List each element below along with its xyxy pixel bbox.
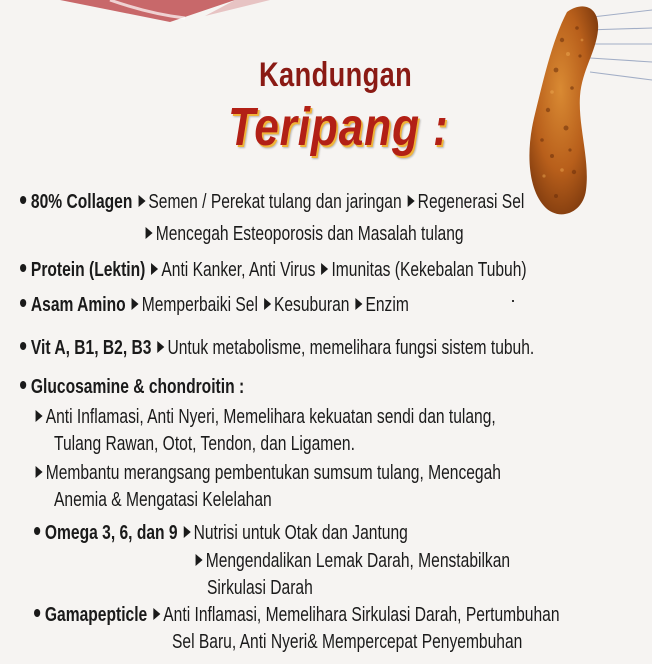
bullet-dot	[20, 342, 26, 350]
benefit: Mengendalikan Lemak Darah, Menstabilkan	[205, 550, 511, 572]
item-glucosamine	[20, 375, 244, 399]
bullet-dot	[34, 527, 40, 535]
benefit: Kesuburan	[273, 294, 350, 316]
item-glucosamine-benefit-2	[34, 461, 501, 485]
benefit: Imunitas (Kekebalan Tubuh)	[331, 259, 527, 281]
item-glucosamine-benefit-2-cont	[54, 488, 272, 512]
item-label: Gamapepticle	[44, 604, 148, 626]
bullet-dot	[20, 264, 26, 272]
bullet-dot	[20, 299, 26, 307]
arrow-right-icon	[196, 554, 203, 566]
item-protein	[20, 258, 527, 282]
item-glucosamine-benefit-1	[34, 405, 496, 429]
benefit: Anti Inflamasi, Anti Nyeri, Memelihara kekuatan sendi dan tulang,	[45, 406, 496, 428]
benefit: Untuk metabolisme, memelihara fungsi sistem tubuh.	[167, 337, 535, 359]
item-label: Protein (Lektin)	[30, 259, 146, 281]
item-omega-benefit-2-cont	[207, 576, 313, 600]
benefit: Sirkulasi Darah	[207, 577, 313, 599]
benefit: Enzim	[365, 294, 409, 316]
benefit: Membantu merangsang pembentukan sumsum tulang, Mencegah	[45, 462, 501, 484]
arrow-right-icon	[36, 466, 43, 478]
arrow-right-icon	[36, 410, 43, 422]
arrow-right-icon	[132, 298, 139, 310]
item-label: 80% Collagen	[30, 191, 133, 213]
arrow-right-icon	[153, 608, 160, 620]
arrow-right-icon	[355, 298, 362, 310]
arrow-right-icon	[157, 341, 164, 353]
item-label: Glucosamine & chondroitin :	[30, 376, 245, 398]
arrow-right-icon	[138, 195, 145, 207]
item-label: Vit A, B1, B2, B3	[30, 337, 152, 359]
bullet-dot	[34, 609, 40, 617]
item-glucosamine-benefit-1-cont	[54, 432, 355, 456]
arrow-right-icon	[321, 263, 328, 275]
bullet-dot	[20, 381, 26, 389]
title-line-1: Kandungan	[259, 56, 413, 94]
title-line-2: Teripang :	[228, 97, 449, 157]
item-omega	[34, 521, 408, 545]
item-asam-amino	[20, 293, 409, 317]
item-omega-benefit-2	[194, 549, 510, 573]
benefit: Regenerasi Sel	[417, 191, 525, 213]
arrow-right-icon	[183, 526, 190, 538]
item-label: Omega 3, 6, dan 9	[44, 522, 178, 544]
item-label: Asam Amino	[30, 294, 126, 316]
item-gamapepticle	[34, 603, 560, 627]
speck	[512, 300, 514, 302]
benefit: Nutrisi untuk Otak dan Jantung	[193, 522, 408, 544]
benefit: Semen / Perekat tulang dan jaringan	[148, 191, 402, 213]
item-gamapepticle-cont	[172, 630, 522, 654]
item-vitamins	[20, 336, 534, 360]
benefit: Sel Baru, Anti Nyeri& Mempercepat Penyembuhan	[172, 631, 523, 653]
benefit: Anti Inflamasi, Memelihara Sirkulasi Darah, Pertumbuhan	[163, 604, 560, 626]
arrow-right-icon	[408, 195, 415, 207]
bullet-dot	[20, 196, 26, 204]
benefit: Anemia & Mengatasi Kelelahan	[54, 489, 272, 511]
item-collagen	[20, 190, 524, 214]
benefit: Memperbaiki Sel	[141, 294, 258, 316]
arrow-right-icon	[146, 227, 153, 239]
arrow-right-icon	[151, 263, 158, 275]
sea-cucumber-image	[522, 0, 652, 230]
benefit: Tulang Rawan, Otot, Tendon, dan Ligamen.	[54, 433, 355, 455]
arrow-right-icon	[264, 298, 271, 310]
item-collagen-cont	[144, 222, 464, 246]
top-decoration	[0, 0, 652, 34]
benefit: Anti Kanker, Anti Virus	[161, 259, 316, 281]
benefit: Mencegah Esteoporosis dan Masalah tulang	[155, 223, 464, 245]
